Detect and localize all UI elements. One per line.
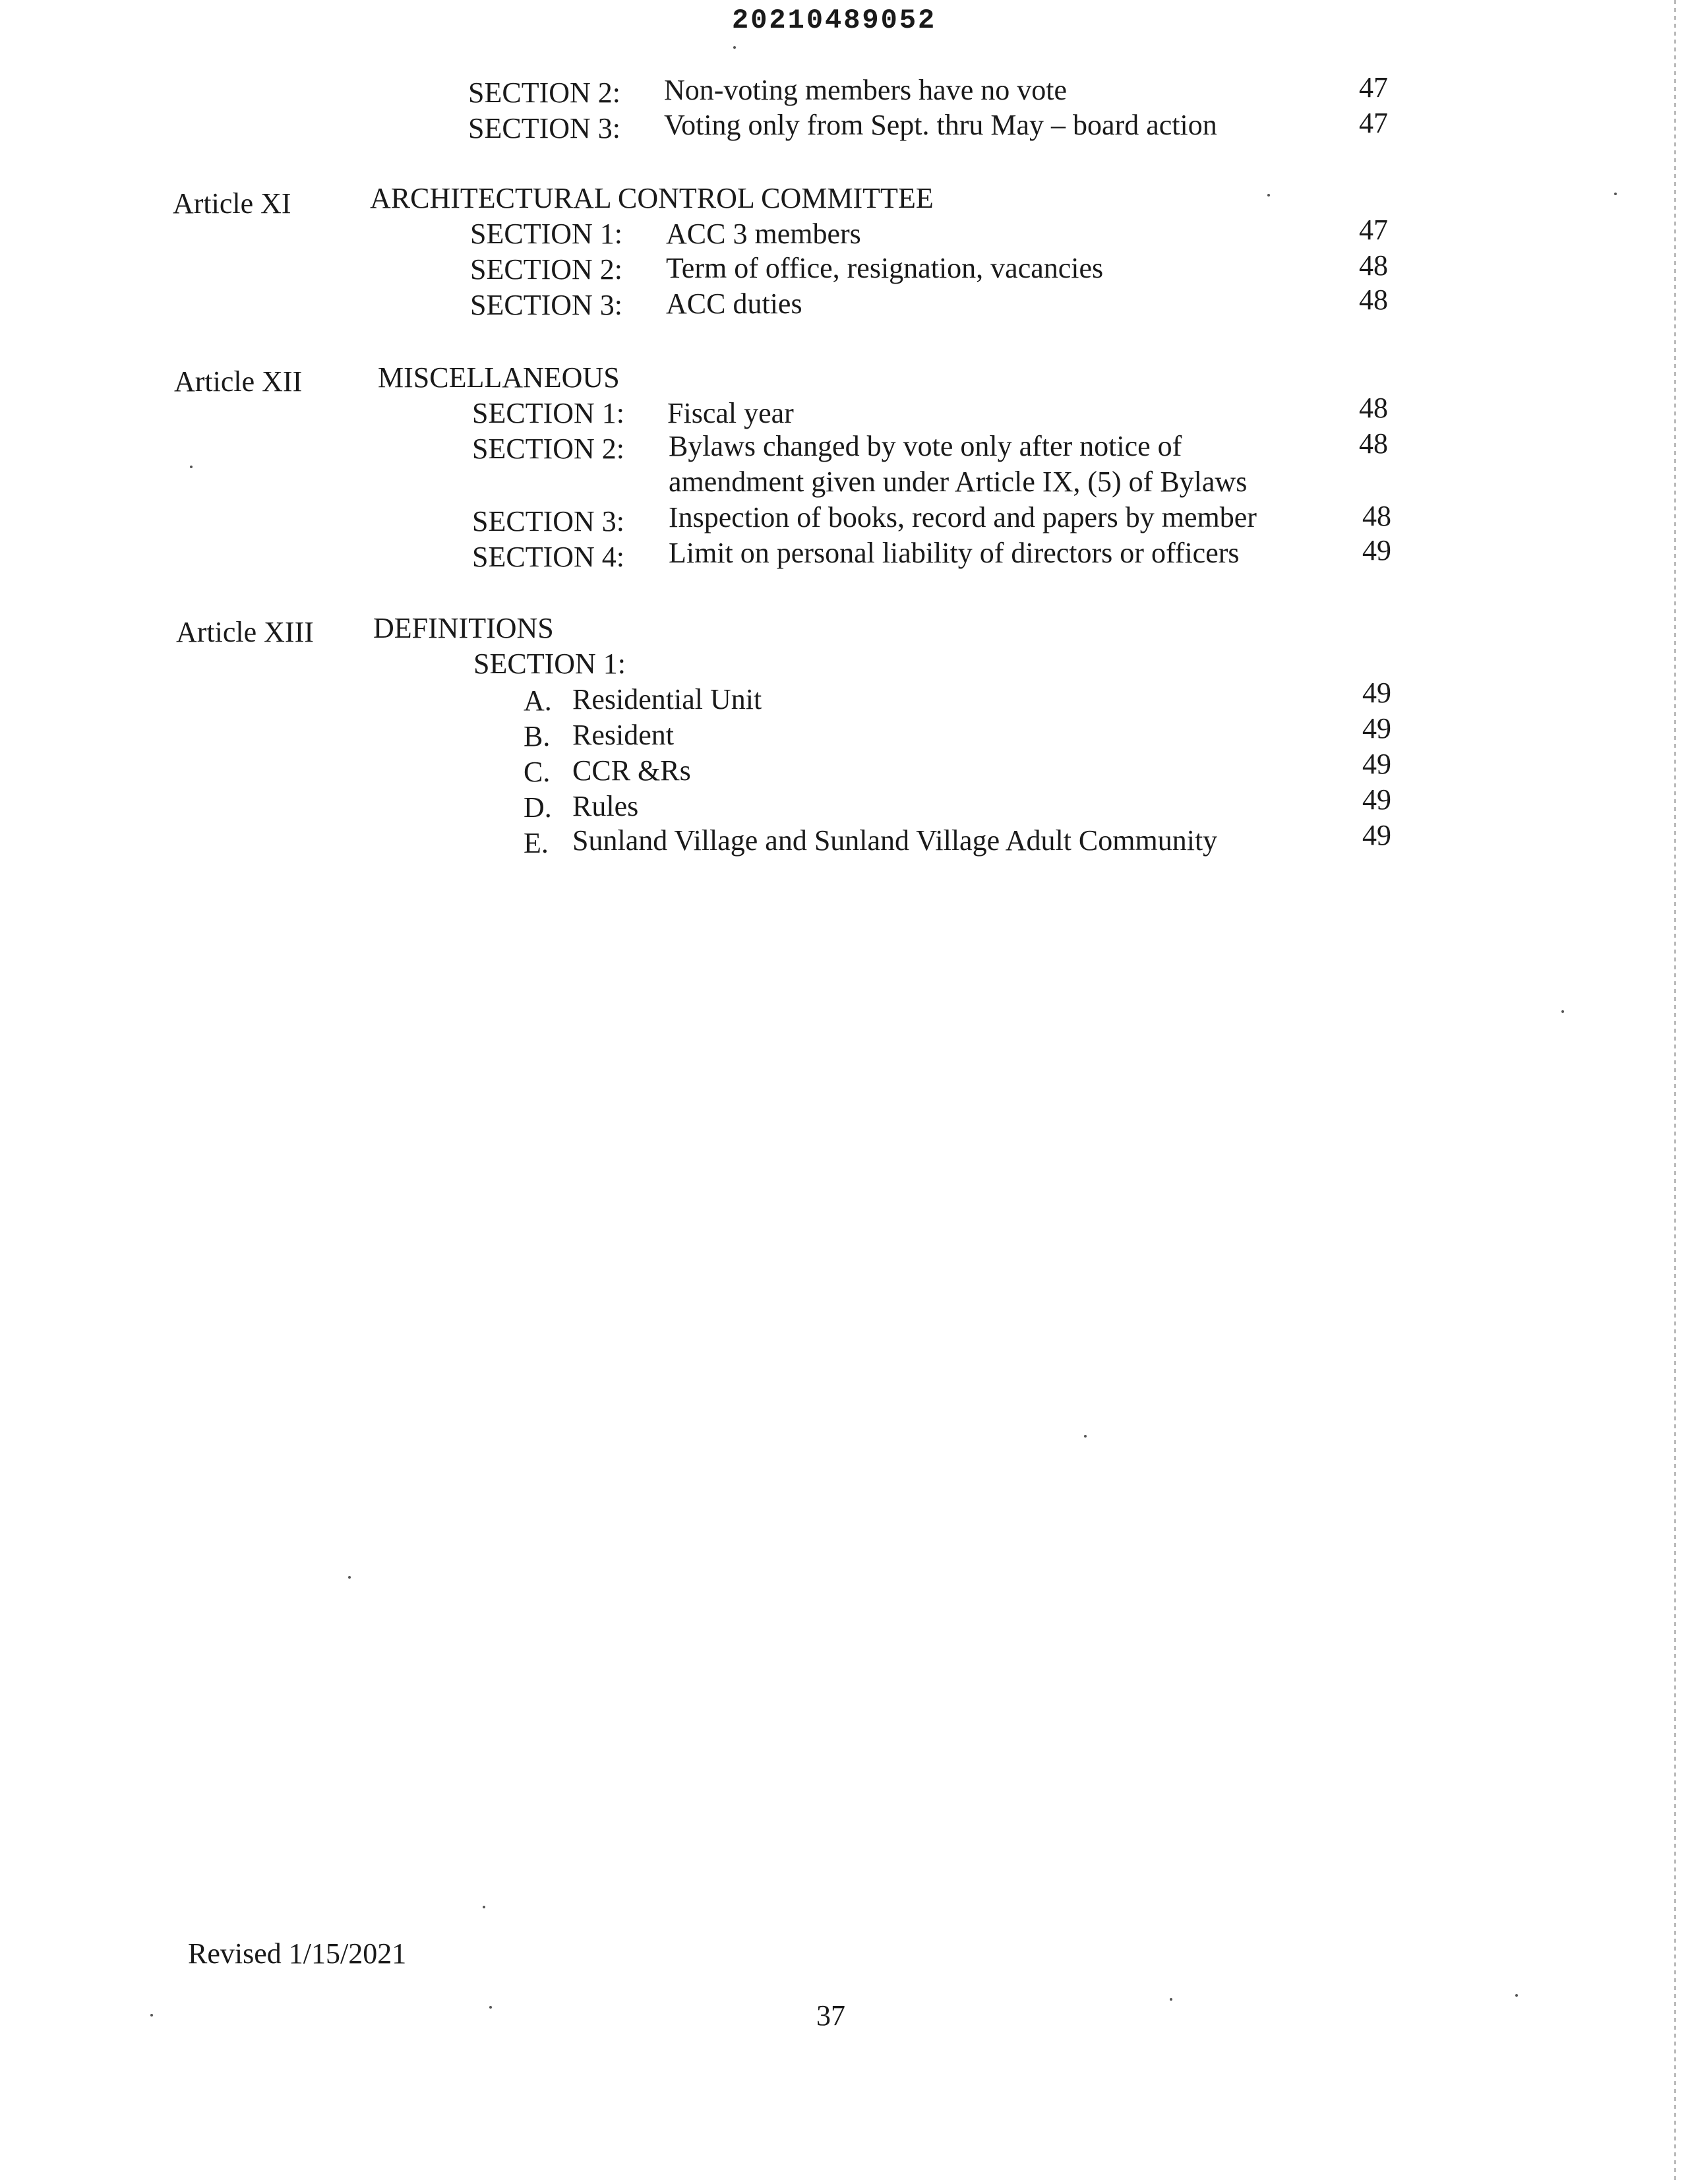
- section-text: Fiscal year: [667, 397, 794, 429]
- section-text: ACC 3 members: [666, 218, 861, 250]
- article-title: ARCHITECTURAL CONTROL COMMITTEE: [370, 182, 934, 214]
- section-label: SECTION 3:: [470, 289, 622, 321]
- definition-text: Sunland Village and Sunland Village Adult Community: [572, 824, 1218, 857]
- page-ref: 48: [1359, 284, 1388, 316]
- definition-letter: B.: [524, 720, 551, 752]
- page-ref: 49: [1362, 677, 1391, 709]
- definition-text: CCR &Rs: [572, 754, 691, 787]
- scan-speck: [1170, 1998, 1172, 2001]
- definition-letter: C.: [524, 756, 551, 788]
- section-text: ACC duties: [666, 288, 802, 320]
- section-text: Voting only from Sept. thru May – board action: [664, 109, 1217, 141]
- definition-letter: A.: [524, 684, 552, 717]
- section-label: SECTION 3:: [472, 505, 624, 537]
- page-number: 37: [816, 1999, 845, 2032]
- page-ref: 48: [1359, 427, 1388, 460]
- section-label: SECTION 2:: [468, 76, 620, 109]
- scan-speck: [190, 466, 193, 468]
- section-label: SECTION 4:: [472, 541, 624, 573]
- section-label: SECTION 1:: [472, 397, 624, 429]
- page-ref: 48: [1359, 249, 1388, 282]
- page-ref: 49: [1362, 819, 1391, 851]
- scan-speck: [150, 2014, 153, 2017]
- definition-text: Rules: [572, 790, 639, 822]
- section-label: SECTION 1:: [470, 218, 622, 250]
- section-text: Inspection of books, record and papers by member: [669, 501, 1257, 533]
- page-ref: 49: [1362, 534, 1391, 566]
- section-label: SECTION 1:: [473, 648, 626, 680]
- page-ref: 49: [1362, 748, 1391, 780]
- definition-text: Resident: [572, 719, 674, 751]
- section-text: Non-voting members have no vote: [664, 74, 1067, 106]
- scan-speck: [1267, 194, 1270, 197]
- scan-speck: [1515, 1994, 1518, 1997]
- definition-text: Residential Unit: [572, 683, 762, 715]
- scan-speck: [1614, 193, 1617, 195]
- definition-letter: E.: [524, 827, 549, 859]
- article-title: MISCELLANEOUS: [378, 361, 620, 394]
- section-label: SECTION 3:: [468, 112, 620, 144]
- section-label: SECTION 2:: [470, 253, 622, 286]
- scan-speck: [733, 46, 736, 49]
- article-title: DEFINITIONS: [373, 612, 554, 644]
- page-ref: 47: [1359, 214, 1388, 246]
- section-text: Term of office, resignation, vacancies: [666, 252, 1104, 284]
- revised-date: Revised 1/15/2021: [188, 1937, 407, 1970]
- definition-letter: D.: [524, 791, 552, 824]
- section-text: Bylaws changed by vote only after notice of: [669, 430, 1182, 462]
- section-text: Limit on personal liability of directors or officers: [669, 537, 1240, 569]
- section-label: SECTION 2:: [472, 433, 624, 465]
- page-ref: 48: [1362, 500, 1391, 532]
- page-ref: 47: [1359, 71, 1388, 104]
- page-ref: 49: [1362, 783, 1391, 816]
- article-label: Article XII: [174, 365, 303, 398]
- page-ref: 49: [1362, 712, 1391, 744]
- scan-speck: [483, 1906, 485, 1908]
- scan-speck: [348, 1576, 351, 1579]
- scan-speck: [1084, 1435, 1087, 1438]
- scan-speck: [489, 2006, 492, 2009]
- article-label: Article XIII: [176, 616, 314, 648]
- section-text-continued: amendment given under Article IX, (5) of Bylaws: [669, 466, 1248, 498]
- page-ref: 47: [1359, 107, 1388, 139]
- article-label: Article XI: [173, 187, 291, 220]
- document-number: 20210489052: [732, 5, 937, 36]
- page-ref: 48: [1359, 392, 1388, 424]
- scan-speck: [1561, 1010, 1564, 1013]
- scan-edge: [1674, 0, 1676, 2184]
